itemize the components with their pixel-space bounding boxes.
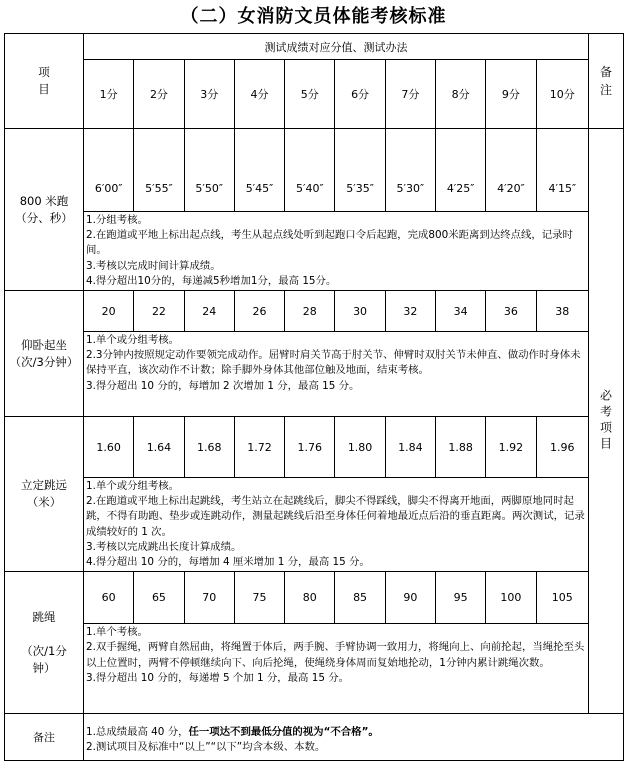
score-threshold-cell: 1.72 xyxy=(234,417,284,478)
score-threshold-cell: 1.64 xyxy=(134,417,184,478)
score-column-header: 4分 xyxy=(234,60,284,129)
score-column-header: 7分 xyxy=(385,60,435,129)
method-step: 4.得分超出10分的，每递减5秒增加1分，最高 15分。 xyxy=(86,274,337,287)
method-step: 1.单个考核。 xyxy=(86,626,148,639)
remarks-label: 备注 xyxy=(5,714,84,761)
score-threshold-cell: 95 xyxy=(435,572,485,624)
score-threshold-cell: 1.76 xyxy=(285,417,335,478)
score-threshold-cell: 75 xyxy=(234,572,284,624)
method-step: 2.3分钟内按照规定动作要领完成动作。屈臂时肩关节高于肘关节、伸臂时双肘关节未伸直、做动作时身体未保持平直，该次动作不计数；除手脚外身体其他部位触及地面，结束考核。 xyxy=(86,349,581,377)
score-threshold-cell: 36 xyxy=(486,291,536,332)
score-threshold-cell: 30 xyxy=(335,291,385,332)
score-column-header: 2分 xyxy=(134,60,184,129)
score-threshold-cell: 5′45″ xyxy=(234,129,284,212)
score-threshold-cell: 20 xyxy=(84,291,134,332)
score-threshold-cell: 26 xyxy=(234,291,284,332)
score-threshold-cell: 34 xyxy=(435,291,485,332)
score-threshold-cell: 4′25″ xyxy=(435,129,485,212)
score-threshold-cell: 38 xyxy=(536,291,588,332)
score-column-header: 8分 xyxy=(435,60,485,129)
group-header: 测试成绩对应分值、测试办法 xyxy=(84,34,589,60)
method-step: 2.在跑道或平地上标出起点线，考生从起点线处听到起跑口令后起跑，完成800米距离到达终点线，记录时间。 xyxy=(86,229,573,257)
test-item-name: 800 米跑 （分、秒） xyxy=(5,129,84,291)
score-threshold-cell: 22 xyxy=(134,291,184,332)
page-title: （二）女消防文员体能考核标准 xyxy=(180,6,447,27)
score-threshold-cell: 1.88 xyxy=(435,417,485,478)
test-item-name: 跳绳 （次/1分 钟） xyxy=(5,572,84,714)
test-item-name: 立定跳远 （米） xyxy=(5,417,84,572)
score-threshold-cell: 5′55″ xyxy=(134,129,184,212)
test-item-name: 仰卧起坐 （次/3分钟） xyxy=(5,291,84,417)
score-threshold-cell: 100 xyxy=(486,572,536,624)
score-column-header: 1分 xyxy=(84,60,134,129)
fitness-standards-table xyxy=(4,33,624,761)
method-step: 3.考核以完成时间计算成绩。 xyxy=(86,259,221,272)
method-step: 2.双手握绳，两臂自然屈曲，将绳置于体后，两手腕、手臂协调一致用力，将绳向上、向前抡起，当绳抡至头以上位置时，两臂不停顿继续向下、向后抡绳，使绳绕身体周而复始地抡动，1分钟内累计跳绳次数。 xyxy=(86,641,585,669)
score-threshold-cell: 80 xyxy=(285,572,335,624)
score-column-header: 6分 xyxy=(335,60,385,129)
score-threshold-cell: 65 xyxy=(134,572,184,624)
score-column-header: 9分 xyxy=(486,60,536,129)
score-threshold-cell: 85 xyxy=(335,572,385,624)
score-threshold-cell: 105 xyxy=(536,572,588,624)
score-threshold-cell: 1.96 xyxy=(536,417,588,478)
score-threshold-cell: 5′35″ xyxy=(335,129,385,212)
method-step: 4.得分超出 10 分的，每增加 4 厘米增加 1 分，最高 15 分。 xyxy=(86,556,370,569)
score-threshold-cell: 4′20″ xyxy=(486,129,536,212)
score-column-header: 3分 xyxy=(184,60,234,129)
score-threshold-cell: 32 xyxy=(385,291,435,332)
test-method-description xyxy=(84,332,589,417)
method-step: 3.得分超出 10 分的，每增加 2 次增加 1 分，最高 15 分。 xyxy=(86,379,360,392)
score-threshold-cell: 70 xyxy=(184,572,234,624)
score-threshold-cell: 5′50″ xyxy=(184,129,234,212)
score-column-header: 5分 xyxy=(285,60,335,129)
score-threshold-cell: 90 xyxy=(385,572,435,624)
method-step: 1.单个或分组考核。 xyxy=(86,334,180,347)
test-method-description xyxy=(84,478,589,572)
item-header: 项 目 xyxy=(5,34,84,129)
method-step: 3.得分超出 10 分的，每递增 5 个加 1 分，最高 15 分。 xyxy=(86,671,350,684)
remarks-content: 1.总成绩最高 40 分，任一项达不到最低分值的视为“不合格”。 2.测试项目及标准中“以上”“以下”均含本级、本数。 xyxy=(84,714,624,761)
score-threshold-cell: 60 xyxy=(84,572,134,624)
score-threshold-cell: 1.68 xyxy=(184,417,234,478)
score-threshold-cell: 6′00″ xyxy=(84,129,134,212)
test-method-description xyxy=(84,212,589,291)
method-step: 1.分组考核。 xyxy=(86,214,148,226)
score-threshold-cell: 5′40″ xyxy=(285,129,335,212)
score-threshold-cell: 1.84 xyxy=(385,417,435,478)
score-threshold-cell: 4′15″ xyxy=(536,129,588,212)
method-step: 2.在跑道或平地上标出起跳线，考生站立在起跳线后，脚尖不得踩线，脚尖不得离开地面，两脚原地同时起跳，不得有助跑、垫步或连跳动作，测量起跳线后沿至身体任何着地最近点后沿的垂直距离。两次测试，记录成绩较好的 1 次。 xyxy=(86,495,585,538)
score-threshold-cell: 1.92 xyxy=(486,417,536,478)
score-threshold-cell: 1.60 xyxy=(84,417,134,478)
required-items-note: 必考项目 xyxy=(588,129,623,714)
score-threshold-cell: 24 xyxy=(184,291,234,332)
score-threshold-cell: 28 xyxy=(285,291,335,332)
score-threshold-cell: 5′30″ xyxy=(385,129,435,212)
note-header: 备 注 xyxy=(588,34,623,129)
score-column-header: 10分 xyxy=(536,60,588,129)
score-threshold-cell: 1.80 xyxy=(335,417,385,478)
test-method-description xyxy=(84,624,589,714)
method-step: 1.单个或分组考核。 xyxy=(86,480,180,493)
method-step: 3.考核以完成跳出长度计算成绩。 xyxy=(86,540,242,553)
